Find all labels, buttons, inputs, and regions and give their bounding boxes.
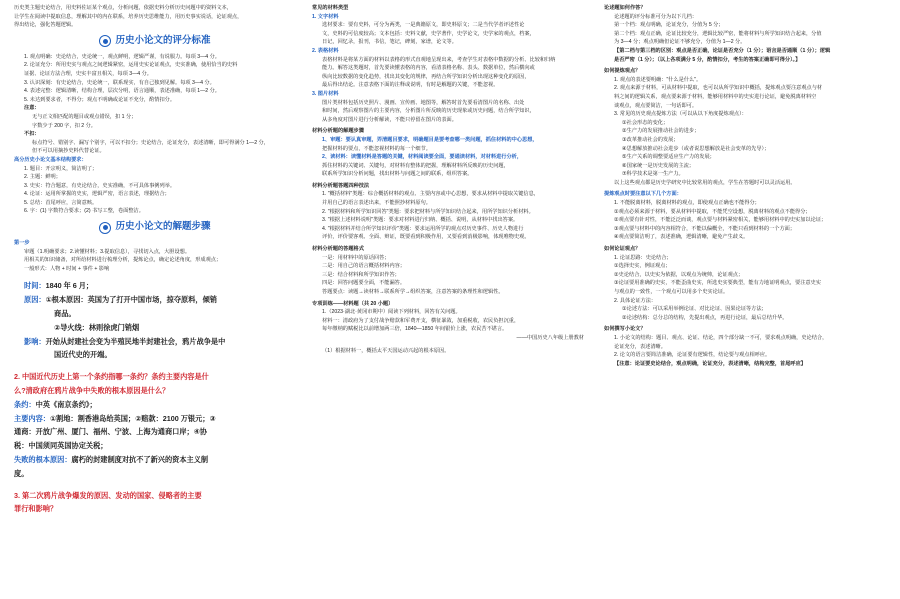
fail-2: 度。 [14, 468, 29, 478]
text-line: 每年缴纳的赋税比以前增加两三倍，1840—1850 年间银价上涨，农民苦不堪言。 [322, 326, 508, 333]
text-line: 让学生在阅读中提取信息，理解其中的内在联系，培养历史思维能力，用历史事实说话，论证观点， [14, 13, 243, 20]
text-line: 1.（2023·湖北·黄冈市期中）阅读下列材料，回答有关问题。 [322, 309, 461, 316]
text-line: 能力。解答这类题时，首先要读懂表格的内容，看清表格名称、表头、数据单位，然后横向或 [322, 65, 535, 72]
question-2: 2. 中国近代历史上第一个条约指哪一条约？条约主要内容是什 [14, 372, 209, 382]
cause-2: ②导火线：林则徐虎门销烟 [54, 322, 140, 332]
text-line: 和时间，然后观察图片的主要内容，分析图片所反映的历史现象或历史问题，结合所学知识， [322, 108, 535, 115]
text-line: 2. 主题：鲜明； [24, 174, 61, 181]
attention-title: 提炼观点时要注意以下几个方面： [604, 191, 682, 198]
text-line: 图片类材料包括历史照片、漫画、宣传画、地图等，解答时首先要看清图片的名称、出处 [322, 99, 525, 106]
text-line: ③论证要用准确的史实，不能歪曲史实，所选史实要典型，能有力地证明观点，要注意史实 [614, 280, 821, 287]
answer-title: 论述题如何作答？ [604, 5, 646, 11]
text-line: 答题要点：读题→读材料→联系所学→组织答案，注意答案的条理性和逻辑性。 [322, 289, 504, 295]
text-line: 谈观点，观点要简洁，一句话即可。 [614, 102, 698, 109]
material-types-title: 常见的材料类型 [312, 5, 349, 11]
method-label: 2. 具体论证方法： [614, 297, 657, 304]
text-material-title: 1. 文字材料 [312, 13, 339, 20]
answer-intro [604, 13, 890, 47]
text-line: ⑥国家统一是历史发展的主流； [622, 162, 695, 169]
fail-label: 失败的根本原因： [14, 455, 72, 464]
text-line: 2. 观点来源于材料，可从材料中提取，也可以从所学知识中概括，提炼观点要注意观点与材 [614, 85, 823, 92]
text-line: 论述题的评分标准可分为以下几档： [614, 13, 698, 20]
text-line: 纵向比较数据的变化趋势，找出其变化的规律，再结合所学知识分析出现这种变化的原因， [322, 73, 530, 80]
method-1: 1、审题：要认真审题，弄清题目要求，明确题目是要考查哪一类问题，抓住材料的中心思想， [322, 136, 538, 143]
time-label: 时间： [24, 281, 46, 291]
column-right [604, 4, 890, 596]
example-block [14, 279, 296, 362]
text-line: 料之间的逻辑关系，观点要来源于材料，能够用材料中的史实进行论证，避免脱离材料空 [614, 93, 817, 100]
text-line: 1. 论证思路：史论结合； [614, 254, 672, 261]
text-line: 三是：结合材料和所学知识作答； [322, 271, 400, 278]
viewpoint-list [604, 76, 890, 119]
question-3-block [14, 489, 296, 517]
method-2b: 抓住材料的关键词、关键句，对材料有整体的把握，理解材料所反映的历史问题， [322, 162, 509, 169]
text-line: 评价，评价要客观、全面、辩证，既要看到积极作用，又要看到消极影响，体现唯物史观。 [322, 234, 530, 241]
note-label: 注意： [24, 105, 40, 112]
text-line: 表格材料是将某方面的材料以表格的形式直观地呈现出来，考查学生对表格中数据的分析、比较和归纳 [322, 56, 556, 63]
text-line: 3. 史实：符合题意，有史论结合，史实准确，不可具体事例列举。 [24, 182, 176, 189]
text-line: ③观点要与材料中的内容相符合，不能以偏概全，不能只看到材料的一个方面； [614, 225, 796, 232]
skill-list [312, 190, 584, 242]
steps-list [14, 248, 296, 274]
method-2c: 联系所学知识分析问题，找出材料与问题之间的联系，组织答案。 [322, 171, 473, 178]
text-line: 二是：用自己的语言概括材料内容； [322, 263, 406, 270]
fail-1: 腐朽的封建制度对抗不了新兴的资本主义制 [71, 455, 209, 464]
text-line: 1. 小论文的结构：题目、观点、论证、结论，四个部分缺一不可，要求观点明确，史论结合， [614, 334, 828, 341]
source-citation: ——中国历史八年级上册教材 [516, 334, 584, 341]
bracket-note-1: 【第二档与第三档的区别：观点是否正确，论证是否充分（1 分）；语言是否通顺（1 分）；逻辑 [614, 47, 831, 54]
table-material-body [312, 56, 584, 90]
question-3: 3. 第二次鸦片战争爆发的原因、发动的国家、侵略者的主要 [14, 490, 202, 500]
text-line: 4. 论证：运用所掌握的史实，逻辑严密，语言表述，理据结合； [24, 191, 170, 198]
effect-2: 国近代史的开端。 [54, 350, 112, 360]
text-line: 用相关的知识储备，对所给材料进行梳理分析，提炼论点，确定论述角度，形成观点； [24, 257, 222, 264]
text-line: ⑤生产关系的调整要适应生产力的发展； [622, 154, 715, 161]
text-line: 日记，回忆录，报刊，书信，笔记，碑刻，家谱，论文等。 [322, 39, 457, 46]
question-3b: 罪行和影响？ [14, 504, 58, 514]
text-line: 6. 字：(1) 字数符合要求；(2) 书写工整，卷面整洁。 [24, 208, 144, 215]
text-line: 2. 论证充分：所用史实与观点之间逻辑紧密，运用史实论证观点，史实准确，使用恰当的史料 [24, 62, 238, 69]
cause-1b: 商品。 [54, 309, 76, 319]
question-2-block [14, 370, 296, 480]
text-line: 论证充分，表述清晰。 [614, 343, 666, 350]
text-line: 2. 论文的语言要简洁准确，论证要有逻辑性，结论要与观点相呼应。 [614, 352, 771, 359]
cause-1: ①根本原因：英国为了打开中国市场，掠夺原料，倾销 [45, 295, 217, 305]
text-line: 历史类主题史论结合，用史料佐证某个观点，分析问题，依据史料分析历史问题中的资料文本， [14, 5, 232, 11]
text-line: 四是：回答问题要全面，不能漏答。 [322, 280, 406, 287]
content-3: 税：中国须同英国协定关税； [14, 441, 108, 451]
format-title: 材料分析题的答题格式 [312, 246, 364, 253]
question-2b: 么?清政府在鸦片战争中失败的根本原因是什么？ [14, 386, 170, 396]
text-line: 5. 未达到要求者，不得分；观点不明确或论证不充分，酌情扣分。 [24, 96, 176, 103]
text-line: 最后得出结论。注意表格下面的注释或说明，有时是解题的关键，不能忽视。 [322, 82, 499, 89]
format-list [312, 254, 584, 297]
practice-question: （1）根据材料一，概括太平天国运动兴起的根本原因。 [322, 347, 450, 354]
viewpoint-ways [604, 119, 890, 179]
section-heading-scoring [14, 33, 296, 50]
note-list [14, 113, 296, 130]
text-line: 4. 表述完整：逻辑清晰，结构合理，层次分明，语言通顺，表述准确，每项 1—2 分。 [24, 88, 220, 95]
text-line: 得出结论，强化答题逻辑。 [14, 22, 77, 29]
effect-1: 开始从封建社会变为半殖民地半封建社会，鸦片战争是中 [45, 336, 226, 346]
text-line: 字数少于 200 字，扣 2 分。 [32, 122, 96, 129]
attention-list [604, 199, 890, 242]
text-line: 4. "根据材料并结合所学知识评价"类题：要求运用所学的观点对历史事件、历史人物进行 [322, 225, 524, 232]
method-2: 2、读材料：读懂材料是答题的关键，材料阅读要全面，要通读材料，对材料进行分析， [322, 154, 523, 161]
ways-summary: 以上这些观点都是历史学研究中比较常用的观点，学生在答题时可以灵活运用。 [614, 179, 796, 186]
text-line: 1. 观点明确：史论结合，史论统一，观点鲜明，逻辑严谨，有说服力。每项 3—4 分。 [24, 53, 220, 60]
essay-note: 【注意：论证要史论结合，观点明确，论证充分，表述清晰，结构完整，首尾呼应】 [614, 360, 806, 367]
text-line: ②史论结合，以史实为依据，以观点为统帅，论证观点； [614, 271, 744, 278]
text-line: 1. 题目：开宗明义，简洁明了； [24, 165, 98, 172]
text-line: ②观点要有针对性，不能泛泛而谈，观点要与材料紧密相关，能够用材料中的史实加以论证； [614, 217, 827, 224]
viewpoint-title: 如何提炼观点？ [604, 68, 641, 75]
flower-icon [99, 35, 111, 47]
text-line: 1. 观点的表述要明确："什么是什么"。 [614, 76, 702, 83]
text-line: 2. "根据材料和所学知识回答"类题：要求把材料与所学知识结合起来，用所学知识分析材料。 [322, 208, 534, 215]
structure-title: 高分历史小论文基本结构要求： [14, 156, 87, 163]
heading-text: 历史小论文的解题步骤 [115, 221, 211, 233]
text-line: ⑦科学技术是第一生产力。 [622, 171, 684, 178]
text-line: 1. 不能脱离材料，脱离材料的观点，即使观点正确也不能得分； [614, 200, 760, 207]
text-line: ④观点要简洁明了，表述准确，逻辑清晰，避免产生歧义。 [614, 234, 749, 241]
method-list [604, 305, 890, 322]
tip-label: 不扣： [24, 131, 40, 138]
content-2: 通商：开放广州、厦门、福州、宁波、上海为通商口岸；④协 [14, 427, 207, 437]
text-line: 证据、论证方法合理，史实丰富且相关，每项 3—4 分。 [24, 70, 152, 77]
text-line: ①选择史实，例证观点； [614, 263, 671, 270]
text-line: 从多角度对图片进行分析解读，不能只停留在图片的表面。 [322, 116, 457, 123]
text-line: 材料一：清政府为了支付战争赔款和军费开支，横征暴敛，加重税收，农民负担沉重， [322, 317, 520, 324]
table-material-title: 2. 表格材料 [312, 47, 339, 54]
text-line: ②生产力的发展推动社会的进步； [622, 128, 700, 135]
content-label: 主要内容： [14, 413, 50, 423]
argument-list [604, 254, 890, 297]
text-line: ①观点必须来源于材料，要从材料中提取，不能凭空设想，脱离材料的观点不能得分； [614, 208, 811, 215]
text-line: ③改革推动社会的发展； [622, 136, 679, 143]
bracket-note-2: 是否严密（1 分）；（以上各项满分 5 分，酌情扣分，考生的答案正确即可得分）。】 [614, 56, 801, 63]
text-line: ①论述方法：可以采用举例论证、对比论证、因果论证等方法； [622, 306, 767, 313]
text-material-body [312, 21, 584, 47]
structure-list [14, 165, 296, 217]
image-material-title: 3. 图片材料 [312, 90, 339, 97]
text-line: 第二个档：观点正确，论证比较充分，逻辑比较严密，能将材料与所学知识结合起来，分值 [614, 30, 822, 37]
content-1: ①割地：割香港岛给英国；②赔款：2100 万银元；③ [49, 413, 216, 423]
text-line: 5. 总结：首尾呼应，言简意赅。 [24, 199, 98, 206]
text-line: 无与正文相匹配的题目或观点错误，扣 1 分； [32, 113, 137, 120]
practice-list [312, 308, 584, 334]
skill-title: 材料分析题答题四种技法 [312, 182, 370, 189]
text-line: ①社会形态的变化； [622, 119, 669, 126]
steps-label: 第一步 [14, 240, 30, 247]
method-1b: 把握材料的要点，不能忽视材料的每一个细节。 [322, 145, 431, 152]
scoring-list [14, 53, 296, 105]
flower-icon [99, 222, 111, 234]
practice-title: 专项训练——材料题（共 20 小题） [312, 300, 394, 307]
cause-label: 原因： [24, 295, 46, 305]
column-left [14, 4, 296, 596]
column-middle [312, 4, 584, 596]
text-line: 3. 认识深刻：有史论结合，史论统一，联系现实，有自己独到见解。每项 3—4 分。 [24, 79, 215, 86]
section-heading-steps [14, 219, 296, 236]
text-line: 3. "根据上述材料说明"类题：要求对材料进行归纳、概括、说明，从材料中找出答案。 [322, 217, 519, 224]
text-line: 审题（1.明确要求；2.读懂材料；3.提取信息），寻找切入点，大胆设想。 [24, 248, 191, 255]
treaty-value: 中英《南京条约》； [35, 399, 97, 409]
time-value: 1840 年 6 月； [45, 281, 94, 291]
text-line: 第一个档：观点明确，论证充分，分值为 5 分； [614, 22, 724, 29]
text-line: ②论述结构：总分总的结构，先提出观点，再进行论证，最后总结升华。 [622, 314, 788, 321]
method-title: 材料分析题的解题步骤 [312, 128, 364, 135]
text-line: ④思想解放推动社会进步（或者说思想解放是社会变革的先导）； [622, 145, 770, 152]
text-line: 文，史料的可信度较高；文本包括：史料文献，史学著作，史学论文，史学家的观点，档案， [322, 30, 535, 37]
text-line: 一是：用材料中的原话回答； [322, 254, 390, 261]
image-material-body [312, 99, 584, 125]
essay-title: 如何撰写小论文？ [604, 326, 646, 333]
text-line: 1. "概括材料"类题：综合概括材料的观点、主要内容或中心思想，要求从材料中提取关键信息， [322, 191, 539, 198]
intro-paragraph [14, 4, 296, 30]
text-line: 选材要求：要有史料，可分为两类，一是典籍原文，即史料原文；二是当代学者评述性论 [322, 22, 525, 29]
text-line: 为 3—4 分；观点明确但论证不够充分，分值为 1—2 分。 [614, 39, 746, 46]
text-line: 3. 常见的历史观点提炼方法（可以从以下角度提炼观点）： [614, 111, 747, 118]
text-line: 与观点的一致性，一个观点可以用多个史实论证。 [614, 289, 729, 295]
argument-title: 如何论证观点？ [604, 246, 641, 253]
effect-label: 影响： [24, 336, 46, 346]
tip-list [14, 139, 296, 156]
text-line: 标点符号、错别字、漏写个别字，可以不扣分；史论结合，论证充分，表述清晰，即可得满分 1—2 分， [32, 139, 269, 146]
essay-list [604, 334, 890, 360]
text-line: 一般形式：人物 + 时间 + 事件 + 影响 [24, 265, 110, 272]
treaty-label: 条约： [14, 399, 36, 409]
heading-text: 历史小论文的评分标准 [115, 34, 211, 46]
text-line: 并用自己的语言表述出来，不能照抄材料原句。 [322, 200, 431, 207]
text-line: 但不可以用摘抄史料代替论证。 [32, 148, 105, 155]
